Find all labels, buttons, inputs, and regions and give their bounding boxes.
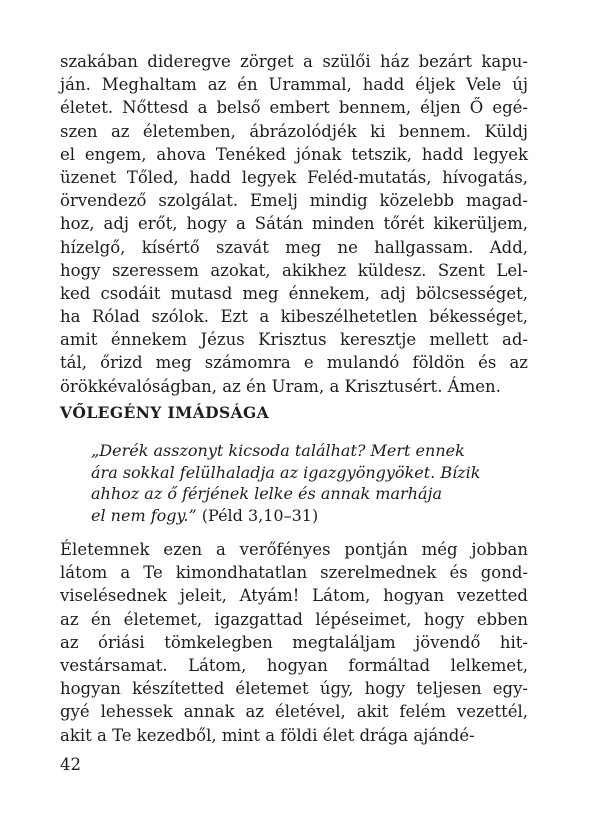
quote-reference: (Péld 3,10–31) bbox=[196, 505, 319, 525]
quote-line: „Derék asszonyt kicsoda találhat? Mert ennek bbox=[91, 441, 465, 460]
text-line: ha Rólad szólok. Ezt a kibeszélhetetlen békességet, bbox=[60, 307, 528, 327]
text-line: szakában dideregve zörget a szülői ház bezárt kapu- bbox=[60, 52, 528, 71]
text-line: az én életemet, igazgattad lépéseimet, hogy ebben bbox=[60, 609, 528, 629]
text-line: Életemnek ezen a verőfényes pontján még jobban bbox=[60, 540, 528, 559]
text-line: ked csodáit mutasd meg énnekem, adj bölcsességet, bbox=[60, 283, 528, 303]
page-number: 42 bbox=[60, 755, 81, 774]
text-line: el engem, ahova Tenéked jónak tetszik, hadd legyek bbox=[60, 144, 528, 164]
text-line: akit a Te kezedből, mint a földi élet drága ajándé- bbox=[60, 725, 475, 745]
text-line: életet. Nőttesd a belső embert bennem, éljen Ő egé- bbox=[60, 98, 528, 118]
text-line: hízelgő, kísértő szavát meg ne hallgassam. Add, bbox=[60, 237, 528, 257]
text-line: tál, őrizd meg számomra e mulandó földön és az bbox=[60, 353, 528, 373]
text-line: hogy szeressem azokat, akikhez küldesz. Szent Lel- bbox=[60, 260, 528, 280]
text-line: vestársamat. Látom, hogyan formáltad lelkemet, bbox=[60, 655, 528, 675]
quote-line: ára sokkal felülhaladja az igazgyöngyöket. Bízik bbox=[91, 462, 481, 482]
text-line: az óriási tömkelegben megtaláljam jövendő hit- bbox=[60, 632, 528, 652]
text-line: gyé lehessek annak az életével, akit felém vezettél, bbox=[60, 702, 528, 722]
body-paragraph-1 bbox=[60, 50, 528, 398]
text-line: örökkévalóságban, az én Uram, a Krisztusért. Ámen. bbox=[60, 376, 501, 396]
text-line: örvendező szolgálat. Emelj mindig közelebb magad- bbox=[60, 191, 528, 211]
text-line: szen az életemben, ábrázolódjék ki bennem. Küldj bbox=[60, 121, 528, 141]
text-line: hogyan készítetted életemet úgy, hogy teljesen egy- bbox=[60, 679, 528, 699]
text-line: viselésednek jeleit, Atyám! Látom, hogyan vezetted bbox=[60, 586, 528, 606]
text-line: hoz, adj erőt, hogy a Sátán minden tőrét kikerüljem, bbox=[60, 214, 528, 234]
scripture-quote bbox=[91, 440, 511, 526]
text-line: üzenet Tőled, hadd legyek Feléd-mutatás, hívogatás, bbox=[60, 167, 528, 187]
body-paragraph-2 bbox=[60, 538, 528, 747]
quote-line-text: el nem fogy.” bbox=[91, 505, 197, 525]
section-heading: VŐLEGÉNY IMÁDSÁGA bbox=[60, 403, 270, 422]
quote-line: ahhoz az ő férjének lelke és annak marhája bbox=[91, 484, 442, 503]
text-line: ján. Meghaltam az én Urammal, hadd éljek Vele új bbox=[60, 75, 528, 95]
text-line: amit énnekem Jézus Krisztus keresztje mellett ad- bbox=[60, 330, 528, 350]
text-line: látom a Te kimondhatatlan szerelmednek és gond- bbox=[60, 563, 528, 583]
quote-line bbox=[91, 505, 511, 527]
